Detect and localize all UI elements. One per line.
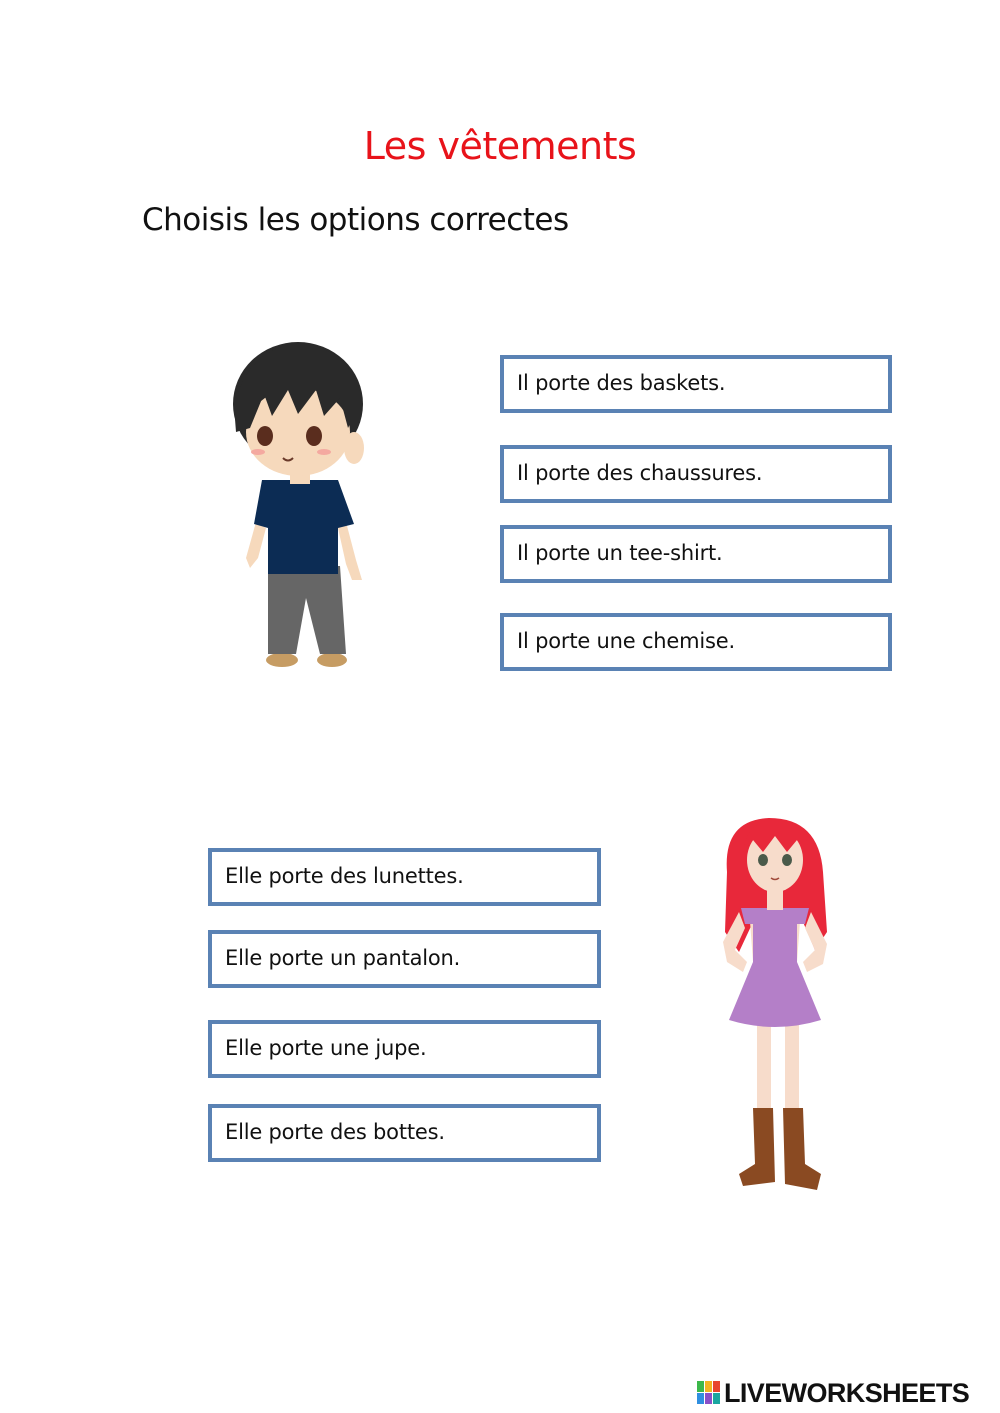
logo-blocks-icon xyxy=(697,1381,721,1405)
option-il-porte-des-baskets[interactable] xyxy=(500,355,892,413)
option-elle-porte-des-bottes[interactable] xyxy=(208,1104,601,1162)
liveworksheets-logo xyxy=(697,1376,969,1410)
option-label: Elle porte un pantalon. xyxy=(225,946,461,970)
option-label: Il porte des baskets. xyxy=(517,371,726,395)
logo-text: LIVEWORKSHEETS xyxy=(724,1377,970,1408)
option-label: Elle porte une jupe. xyxy=(225,1036,427,1060)
option-il-porte-un-tee-shirt[interactable] xyxy=(500,525,892,583)
boy-illustration xyxy=(228,336,368,672)
option-label: Il porte une chemise. xyxy=(517,629,735,653)
option-elle-porte-des-lunettes[interactable] xyxy=(208,848,601,906)
page-title: Les vêtements xyxy=(363,124,637,168)
option-label: Il porte des chaussures. xyxy=(517,461,763,485)
option-label: Elle porte des lunettes. xyxy=(225,864,464,888)
option-label: Il porte un tee-shirt. xyxy=(517,541,723,565)
option-elle-porte-un-pantalon[interactable] xyxy=(208,930,601,988)
option-elle-porte-une-jupe[interactable] xyxy=(208,1020,601,1078)
option-label: Elle porte des bottes. xyxy=(225,1120,445,1144)
girl-illustration xyxy=(713,812,838,1204)
instruction-text: Choisis les options correctes xyxy=(142,202,569,238)
option-il-porte-une-chemise[interactable] xyxy=(500,613,892,671)
option-il-porte-des-chaussures[interactable] xyxy=(500,445,892,503)
